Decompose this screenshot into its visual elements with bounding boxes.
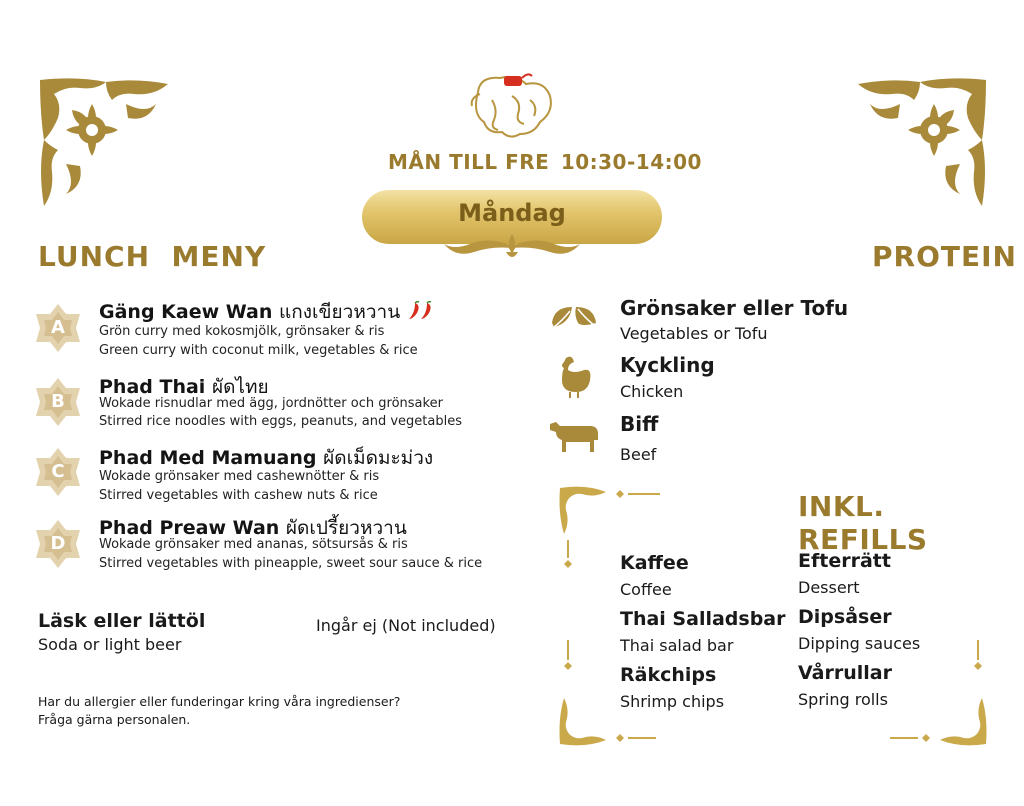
item-name-a: Gäng Kaew Wan: [99, 301, 273, 323]
menu-item-name: [99, 297, 437, 327]
refill-en: Shrimp chips: [620, 692, 725, 711]
item-desc-en: Stirred vegetables with pineapple, sweet sour sauce & rice: [99, 556, 483, 571]
refill-name: Räkchips: [620, 664, 717, 686]
item-desc-en: Stirred vegetables with cashew nuts & rice: [99, 488, 378, 503]
item-name-c: Phad Med Mamuang: [99, 447, 317, 469]
chili-icon: [407, 301, 437, 321]
leaf-icon: [548, 303, 600, 333]
refill-name: Efterrätt: [798, 550, 891, 572]
elephant-logo: [464, 70, 562, 142]
protein-en: Vegetables or Tofu: [620, 324, 768, 343]
badge-letter: C: [51, 461, 65, 482]
item-thai-a: แกงเขียวหวาน: [279, 301, 401, 323]
item-thai-c: ผัดเม็ดมะม่วง: [323, 447, 434, 469]
day-label: Måndag: [458, 199, 566, 227]
refill-name: Vårrullar: [798, 662, 892, 684]
item-desc-sv: Wokade grönsaker med ananas, sötsursås & ris: [99, 537, 408, 552]
refill-en: Coffee: [620, 580, 672, 599]
corner-ornament-top-right: [840, 74, 990, 224]
item-name-d: Phad Preaw Wan: [99, 517, 280, 539]
frame-ornament-bottom-right: [880, 640, 990, 750]
badge-a: [32, 302, 84, 354]
badge-c: [32, 446, 84, 498]
allergy-note-line2: Fråga gärna personalen.: [38, 712, 191, 727]
badge-letter: A: [51, 317, 65, 338]
not-included-note: Ingår ej (Not included): [316, 616, 496, 635]
item-thai-d: ผัดเปรี้ยวหวาน: [285, 517, 407, 539]
banner-ornament: [440, 230, 584, 264]
protein-name: Kyckling: [620, 353, 715, 377]
badge-letter: D: [50, 533, 66, 554]
badge-d: [32, 518, 84, 570]
item-name-b: Phad Thai: [99, 376, 206, 398]
protein-name: Biff: [620, 412, 659, 436]
drink-subtitle: Soda or light beer: [38, 635, 182, 654]
protein-name: Grönsaker eller Tofu: [620, 296, 849, 320]
hours-label: MÅN TILL FRE: [388, 150, 550, 174]
opening-hours: [388, 150, 702, 174]
chicken-icon: [554, 354, 594, 398]
refill-en: Thai salad bar: [620, 636, 734, 655]
hours-time: 10:30-14:00: [560, 150, 702, 174]
refill-en: Dessert: [798, 578, 860, 597]
item-desc-en: Stirred rice noodles with eggs, peanuts, and vegetables: [99, 414, 462, 429]
drink-title: Läsk eller lättöl: [38, 610, 206, 632]
item-thai-b: ผัดไทย: [211, 376, 269, 398]
corner-ornament-top-left: [36, 74, 186, 224]
protein-title: PROTEIN: [872, 240, 1017, 273]
item-desc-sv: Wokade grönsaker med cashewnötter & ris: [99, 469, 380, 484]
refills-title: INKL. REFILLS: [798, 490, 928, 556]
protein-en: Chicken: [620, 382, 684, 401]
refill-en: Spring rolls: [798, 690, 888, 709]
badge-letter: B: [51, 391, 65, 412]
badge-b: [32, 376, 84, 428]
protein-en: Beef: [620, 445, 657, 464]
item-desc-sv: Wokade risnudlar med ägg, jordnötter och grönsaker: [99, 396, 443, 411]
refill-name: Kaffee: [620, 552, 689, 574]
refill-en: Dipping sauces: [798, 634, 921, 653]
item-desc-sv: Grön curry med kokosmjölk, grönsaker & ris: [99, 324, 385, 339]
allergy-note-line1: Har du allergier eller funderingar kring våra ingredienser?: [38, 694, 401, 709]
lunch-menu-title: LUNCH MENY: [38, 240, 267, 273]
refill-name: Dipsåser: [798, 606, 892, 628]
refill-name: Thai Salladsbar: [620, 608, 786, 630]
cow-icon: [546, 418, 602, 454]
item-desc-en: Green curry with coconut milk, vegetables & rice: [99, 343, 418, 358]
